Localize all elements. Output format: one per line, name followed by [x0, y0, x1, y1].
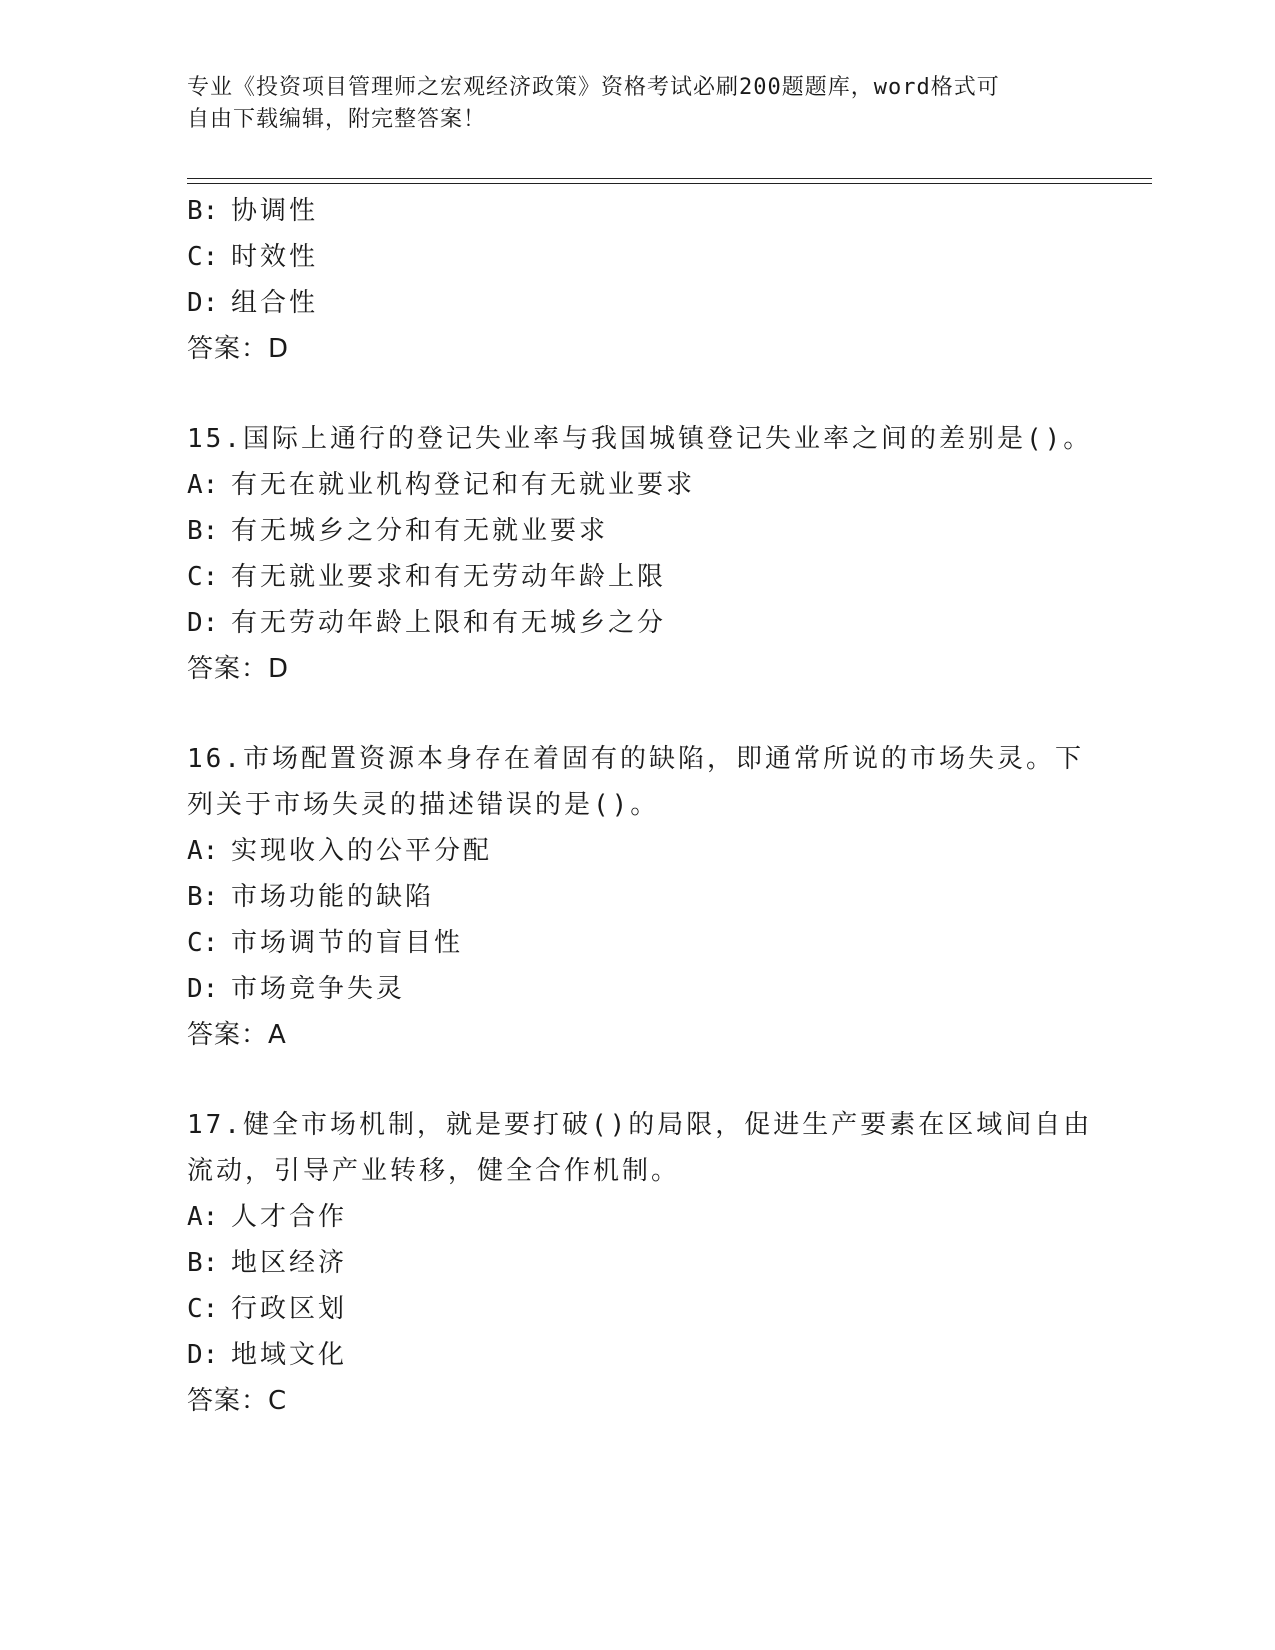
answer: 答案：D [187, 334, 290, 364]
option-b [187, 1240, 1087, 1286]
option-label: B: [187, 196, 219, 226]
question-partial [187, 188, 1087, 372]
header-rule-top [187, 178, 1152, 179]
question-15 [187, 416, 1093, 692]
question-stem-continued: 列关于市场失灵的描述错误的是()。 [187, 790, 660, 820]
option-text: 有无劳动年龄上限和有无城乡之分 [231, 608, 667, 638]
question-stem: 16.市场配置资源本身存在着固有的缺陷，即通常所说的市场失灵。下 [187, 744, 1084, 774]
question-16 [187, 736, 1087, 1058]
option-label: D: [187, 974, 219, 1004]
option-text: 地域文化 [231, 1340, 348, 1370]
question-17 [187, 1102, 1093, 1424]
option-label: A: [187, 470, 219, 500]
option-text: 有无就业要求和有无劳动年龄上限 [231, 562, 667, 592]
option-text: 有无城乡之分和有无就业要求 [231, 516, 609, 546]
option-label: C: [187, 562, 219, 592]
option-label: D: [187, 608, 219, 638]
option-c [187, 554, 1087, 600]
answer: 答案：D [187, 654, 290, 684]
option-label: D: [187, 1340, 219, 1370]
option-label: D: [187, 288, 219, 318]
option-text: 协调性 [231, 196, 319, 226]
option-label: C: [187, 242, 219, 272]
option-c [187, 920, 1087, 966]
option-text: 地区经济 [231, 1248, 348, 1278]
option-b [187, 188, 1087, 234]
option-text: 时效性 [231, 242, 319, 272]
answer: 答案：A [187, 1020, 287, 1050]
option-label: C: [187, 1294, 219, 1324]
header-line-1: 专业《投资项目管理师之宏观经济政策》资格考试必刷200题题库，word格式可 [187, 75, 1000, 100]
option-text: 市场功能的缺陷 [231, 882, 435, 912]
option-text: 实现收入的公平分配 [231, 836, 493, 866]
option-label: C: [187, 928, 219, 958]
option-label: B: [187, 882, 219, 912]
page-header [187, 72, 1067, 136]
option-text: 人才合作 [231, 1202, 348, 1232]
header-rule-bottom [187, 183, 1152, 184]
option-label: A: [187, 1202, 219, 1232]
option-c [187, 234, 1087, 280]
option-c [187, 1286, 1087, 1332]
option-label: A: [187, 836, 219, 866]
option-b [187, 874, 1087, 920]
question-list [187, 188, 1093, 1424]
question-stem: 17.健全市场机制，就是要打破()的局限，促进生产要素在区域间自由 [187, 1110, 1093, 1140]
option-text: 市场调节的盲目性 [231, 928, 464, 958]
option-d [187, 966, 1087, 1012]
option-text: 市场竞争失灵 [231, 974, 406, 1004]
option-a [187, 1194, 1087, 1240]
option-text: 行政区划 [231, 1294, 348, 1324]
option-label: B: [187, 516, 219, 546]
option-d [187, 280, 1087, 326]
option-a [187, 828, 1087, 874]
option-text: 有无在就业机构登记和有无就业要求 [231, 470, 696, 500]
header-line-2: 自由下载编辑，附完整答案！ [187, 107, 487, 132]
answer: 答案：C [187, 1386, 288, 1416]
option-b [187, 508, 1087, 554]
question-stem: 15.国际上通行的登记失业率与我国城镇登记失业率之间的差别是()。 [187, 424, 1093, 454]
option-label: B: [187, 1248, 219, 1278]
option-text: 组合性 [231, 288, 319, 318]
option-a [187, 462, 1087, 508]
option-d [187, 1332, 1087, 1378]
option-d [187, 600, 1087, 646]
question-stem-continued: 流动，引导产业转移，健全合作机制。 [187, 1156, 681, 1186]
